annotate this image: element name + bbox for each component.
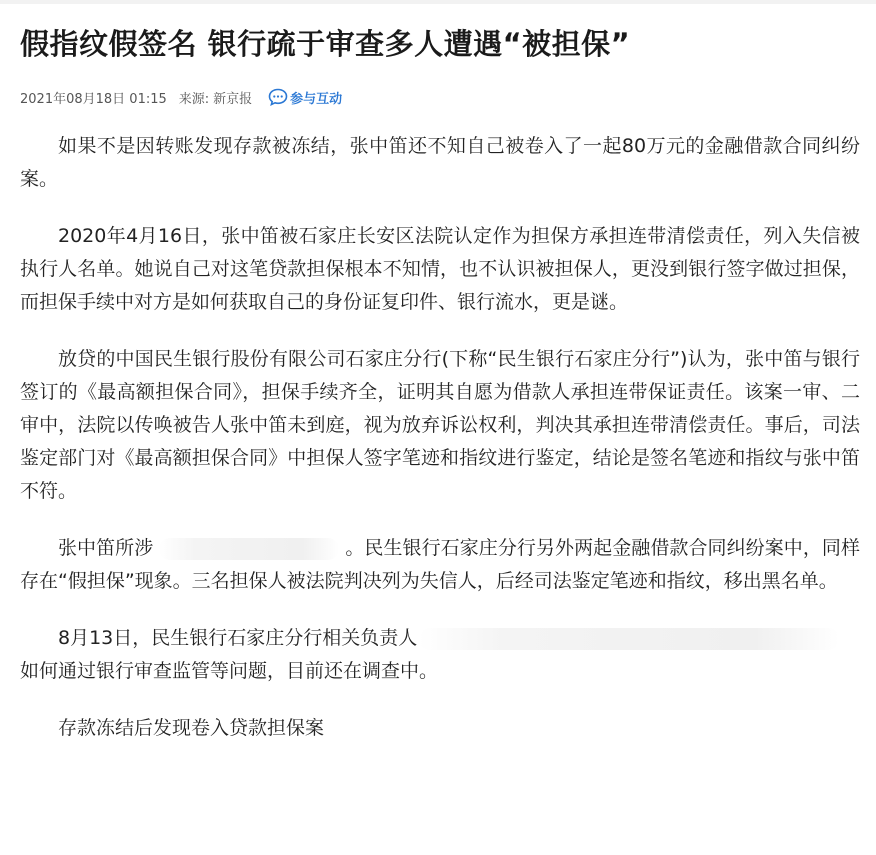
publish-date: 2021年08月18日 01:15 xyxy=(20,91,167,107)
paragraph-2: 2020年4月16日，张中笛被石家庄长安区法院认定作为担保方承担连带清偿责任，列入失信被执行人名单。她说自己对这笔贷款担保根本不知情，也不认识被担保人，更没到银行签字做过担保，而担保手续中对方是如何获取自己的身份证复印件、银行流水，更是谜。 xyxy=(20,225,860,313)
article-body xyxy=(20,130,860,745)
article-meta xyxy=(20,84,860,110)
article xyxy=(20,24,860,769)
paragraph-1: 如果不是因转账发现存款被冻结，张中笛还不知自己被卷入了一起80万元的金融借款合同纠纷案。 xyxy=(20,135,860,190)
paragraph-4-rest: 。民生银行石家庄分行另外两起金融借款合同纠纷案中，同样存在“假担保”现象。三名担保人被法院判决列为失信人，后经司法鉴定笔迹和指纹，移出黑名单。 xyxy=(20,537,860,592)
paragraph-5 xyxy=(20,622,860,688)
paragraph-4 xyxy=(20,532,860,598)
interact-link[interactable] xyxy=(268,88,342,107)
chat-bubble-icon xyxy=(268,88,288,106)
source-label: 来源: xyxy=(178,91,210,107)
redacted-block xyxy=(419,628,839,650)
paragraph-3: 放贷的中国民生银行股份有限公司石家庄分行(下称“民生银行石家庄分行”)认为，张中笛与银行签订的《最高额担保合同》，担保手续齐全，证明其自愿为借款人承担连带保证责任。该案一审、二审中，法院以传唤被告人张中笛未到庭，视为放弃诉讼权利，判决其承担连带清偿责任。事后，司法鉴定部门对《最高额担保合同》中担保人签字笔迹和指纹进行鉴定，结论是签名笔迹和指纹与张中笛不符。 xyxy=(20,348,860,502)
section-subheading: 存款冻结后发现卷入贷款担保案 xyxy=(58,717,325,739)
redacted-block xyxy=(159,538,339,560)
top-divider xyxy=(0,0,876,4)
paragraph-5-start: 8月13日，民生银行石家庄分行相关负责人 xyxy=(58,627,418,649)
paragraph-5-rest: 如何通过银行审查监管等问题，目前还在调查中。 xyxy=(20,660,439,682)
paragraph-4-start: 张中笛所涉 xyxy=(58,537,154,559)
interact-label: 参与互动 xyxy=(290,91,343,107)
source-name: 新京报 xyxy=(213,91,253,107)
article-title: 假指纹假签名 银行疏于审查多人遭遇“被担保” xyxy=(20,27,631,61)
